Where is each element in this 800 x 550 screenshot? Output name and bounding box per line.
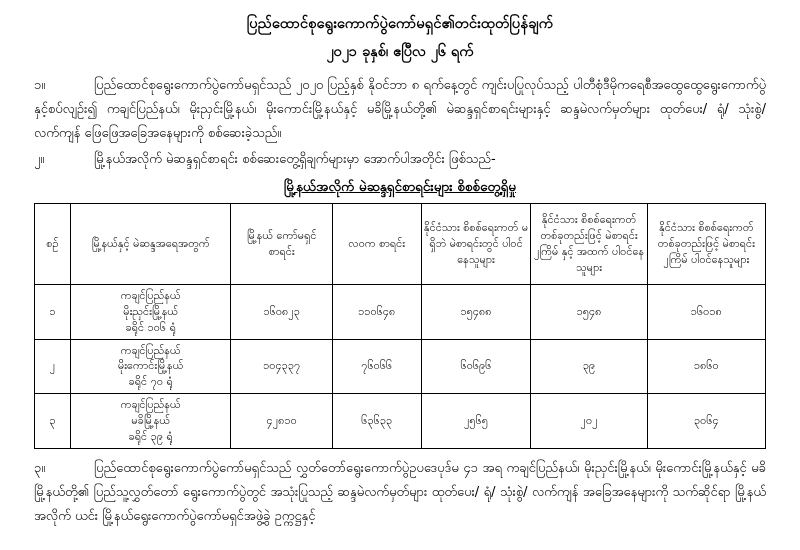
column-header-immigration-list: လဝက စာရင်း (332, 203, 421, 284)
column-header-commission-list: မြို့နယ် ကော်မရှင် စာရင်း (231, 203, 332, 284)
table-row (35, 284, 766, 339)
paragraph-2-marker: ၂။ (34, 151, 45, 167)
row-commission-list: ၁၀၄၃၃၇ (231, 339, 332, 394)
row-number: ၁ (35, 284, 71, 339)
row-no-nrc: ၂၅၆၅ (421, 394, 531, 449)
row-no-nrc: ၁၅၄၈၈ (421, 284, 531, 339)
row-nrc-twice: ၃၀၆၄ (647, 394, 765, 449)
row-township-line-3: ခရိုင် ၇၀ ရုံ (128, 375, 173, 389)
row-township-line-3: ခရိုင် ၁၀၆ ရုံ (125, 320, 176, 334)
column-header-nrc-twice: နိုင်ငံသား စိစစ်ရေးကတ် တစ်ခုတည်းဖြင့် မဲစာရင်း ၂ကြိမ် ပါဝင်နေသူများ (647, 203, 765, 284)
table-header (35, 203, 766, 284)
table-row (35, 394, 766, 449)
column-header-no-nrc: နိုင်ငံသား စိစစ်ရေးကတ် မရှိဘဲ မဲစာရင်းတွင် ပါဝင်နေသူများ (421, 203, 531, 284)
row-immigration-list: ၁၁၀၆၄၈ (332, 284, 421, 339)
row-number: ၃ (35, 394, 71, 449)
row-immigration-list: ၆၃၆၃၃ (332, 394, 421, 449)
row-nrc-two-or-more: ၁၅၄၈ (531, 284, 647, 339)
row-township-line-1: ကချင်ပြည်နယ် (120, 398, 181, 412)
row-immigration-list: ၇၆၀၆၆ (332, 339, 421, 394)
row-no-nrc: ၆၀၆၉၆ (421, 339, 531, 394)
row-nrc-two-or-more: ၃၉ (531, 339, 647, 394)
table-row (35, 339, 766, 394)
row-township-line-1: ကချင်ပြည်နယ် (120, 343, 181, 357)
paragraph-3-text: ပြည်ထောင်စုရွေးကောက်ပွဲကော်မရှင်သည် လွှတ်တော်ရွေးကောက်ပွဲဥပဒေပုဒ်မ ၄၁ အရ ကချင်ပြည်နယ်၊ မိုးညှင်းမြို့နယ်၊ မိုးကောင်းမြို့နယ်နှင့် မခိမြို့နယ်တို့၏ ပြည်သူ့လွှတ်တော် ရွေးကောက်ပွဲတွင် အသုံးပြုသည့် ဆန္ဒမဲလက်မှတ်များ ထုတ်ပေး/ ရုံ/ သုံးစွဲ/ လက်ကျန် အခြေအနေများကို သက်ဆိုင်ရာ မြို့နယ်အလိုက် ယင်း မြို့နယ်ရွေးကောက်ပွဲကော်မရှင်အဖွဲ့ခွဲ ဥက္ကဋ္ဌနှင့် (34, 461, 766, 525)
row-township (70, 339, 231, 394)
voter-list-table (34, 203, 766, 449)
paragraph-2 (34, 148, 766, 172)
column-header-nrc-two-or-more: နိုင်ငံသား စိစစ်ရေးကတ် တစ်ခုတည်းဖြင့် မဲစာရင်း ၂ကြိမ် နှင့် အထက် ပါဝင်နေသူများ (531, 203, 647, 284)
paragraph-2-text: မြို့နယ်အလိုက် မဲဆန္ဒရှင်စာရင်း စစ်ဆေးတွေ့ရှိချက်များမှာ အောက်ပါအတိုင်း ဖြစ်သည်- (94, 151, 496, 167)
row-nrc-twice: ၁၈၆၀ (647, 339, 765, 394)
paragraph-1-text: ပြည်ထောင်စုရွေးကောက်ပွဲကော်မရှင်သည် ၂၀၂၀ ပြည့်နှစ် နိုဝင်ဘာ ၈ ရက်နေ့တွင် ကျင်းပပြုလုပ်သည့် ပါတီစုံဒီမိုကရေစီအထွေထွေရွေးကောက်ပွဲနှင့်စပ်လျဉ်း၍ ကချင်ပြည်နယ်၊ မိုးညှင်းမြို့နယ်၊ မိုးကောင်းမြို့နယ်နှင့် မခိမြို့နယ်တို့၏ မဲဆန္ဒရှင်စာရင်းများနှင့် ဆန္ဒမဲလက်မှတ်များ ထုတ်ပေး/ ရုံ/ သုံးစွဲ/ လက်ကျန် ဖြေဖြေအခြေအနေများကို စစ်ဆေးခဲ့သည်။ (34, 77, 766, 141)
page-subtitle: ၂၀၂၁ ခုနှစ်၊ ဧပြီလ ၂၆ ရက် (326, 43, 474, 60)
row-commission-list: ၄၂၈၁၀ (231, 394, 332, 449)
row-township-line-2: မိုးကောင်းမြို့နယ် (117, 359, 184, 373)
page-title: ပြည်ထောင်စုရွေးကောက်ပွဲကော်မရှင်၏တင်းထုတ်ပြန်ချက် (246, 16, 554, 32)
table-header-row (35, 203, 766, 284)
paragraph-3-marker: ၃။ (34, 461, 46, 477)
paragraph-1-marker: ၁။ (34, 77, 46, 93)
row-nrc-twice: ၁၆၀၁၈ (647, 284, 765, 339)
row-number: ၂ (35, 339, 71, 394)
table-caption: မြို့နယ်အလိုက် မဲဆန္ဒရှင်စာရင်းများ စိစစ်တွေ့ရှိမှု (283, 178, 517, 195)
row-township (70, 284, 231, 339)
row-commission-list: ၁၆၀၈၂၃ (231, 284, 332, 339)
row-township (70, 394, 231, 449)
row-township-line-2: မခိမြို့နယ် (131, 414, 171, 428)
paragraph-1 (34, 74, 766, 146)
row-township-line-3: ခရိုင် ၃၉ ရုံ (128, 430, 173, 444)
row-township-line-1: ကချင်ပြည်နယ် (120, 288, 181, 302)
table-body (35, 284, 766, 448)
paragraph-3 (34, 457, 766, 529)
row-nrc-two-or-more: ၂၀၂ (531, 394, 647, 449)
column-header-township: မြို့နယ်နှင့် မဲဆန္ဒအရေအတွက် (70, 203, 231, 284)
column-header-no: စဉ် (35, 203, 71, 284)
row-township-line-2: မိုးညှင်းမြို့နယ် (123, 304, 179, 318)
